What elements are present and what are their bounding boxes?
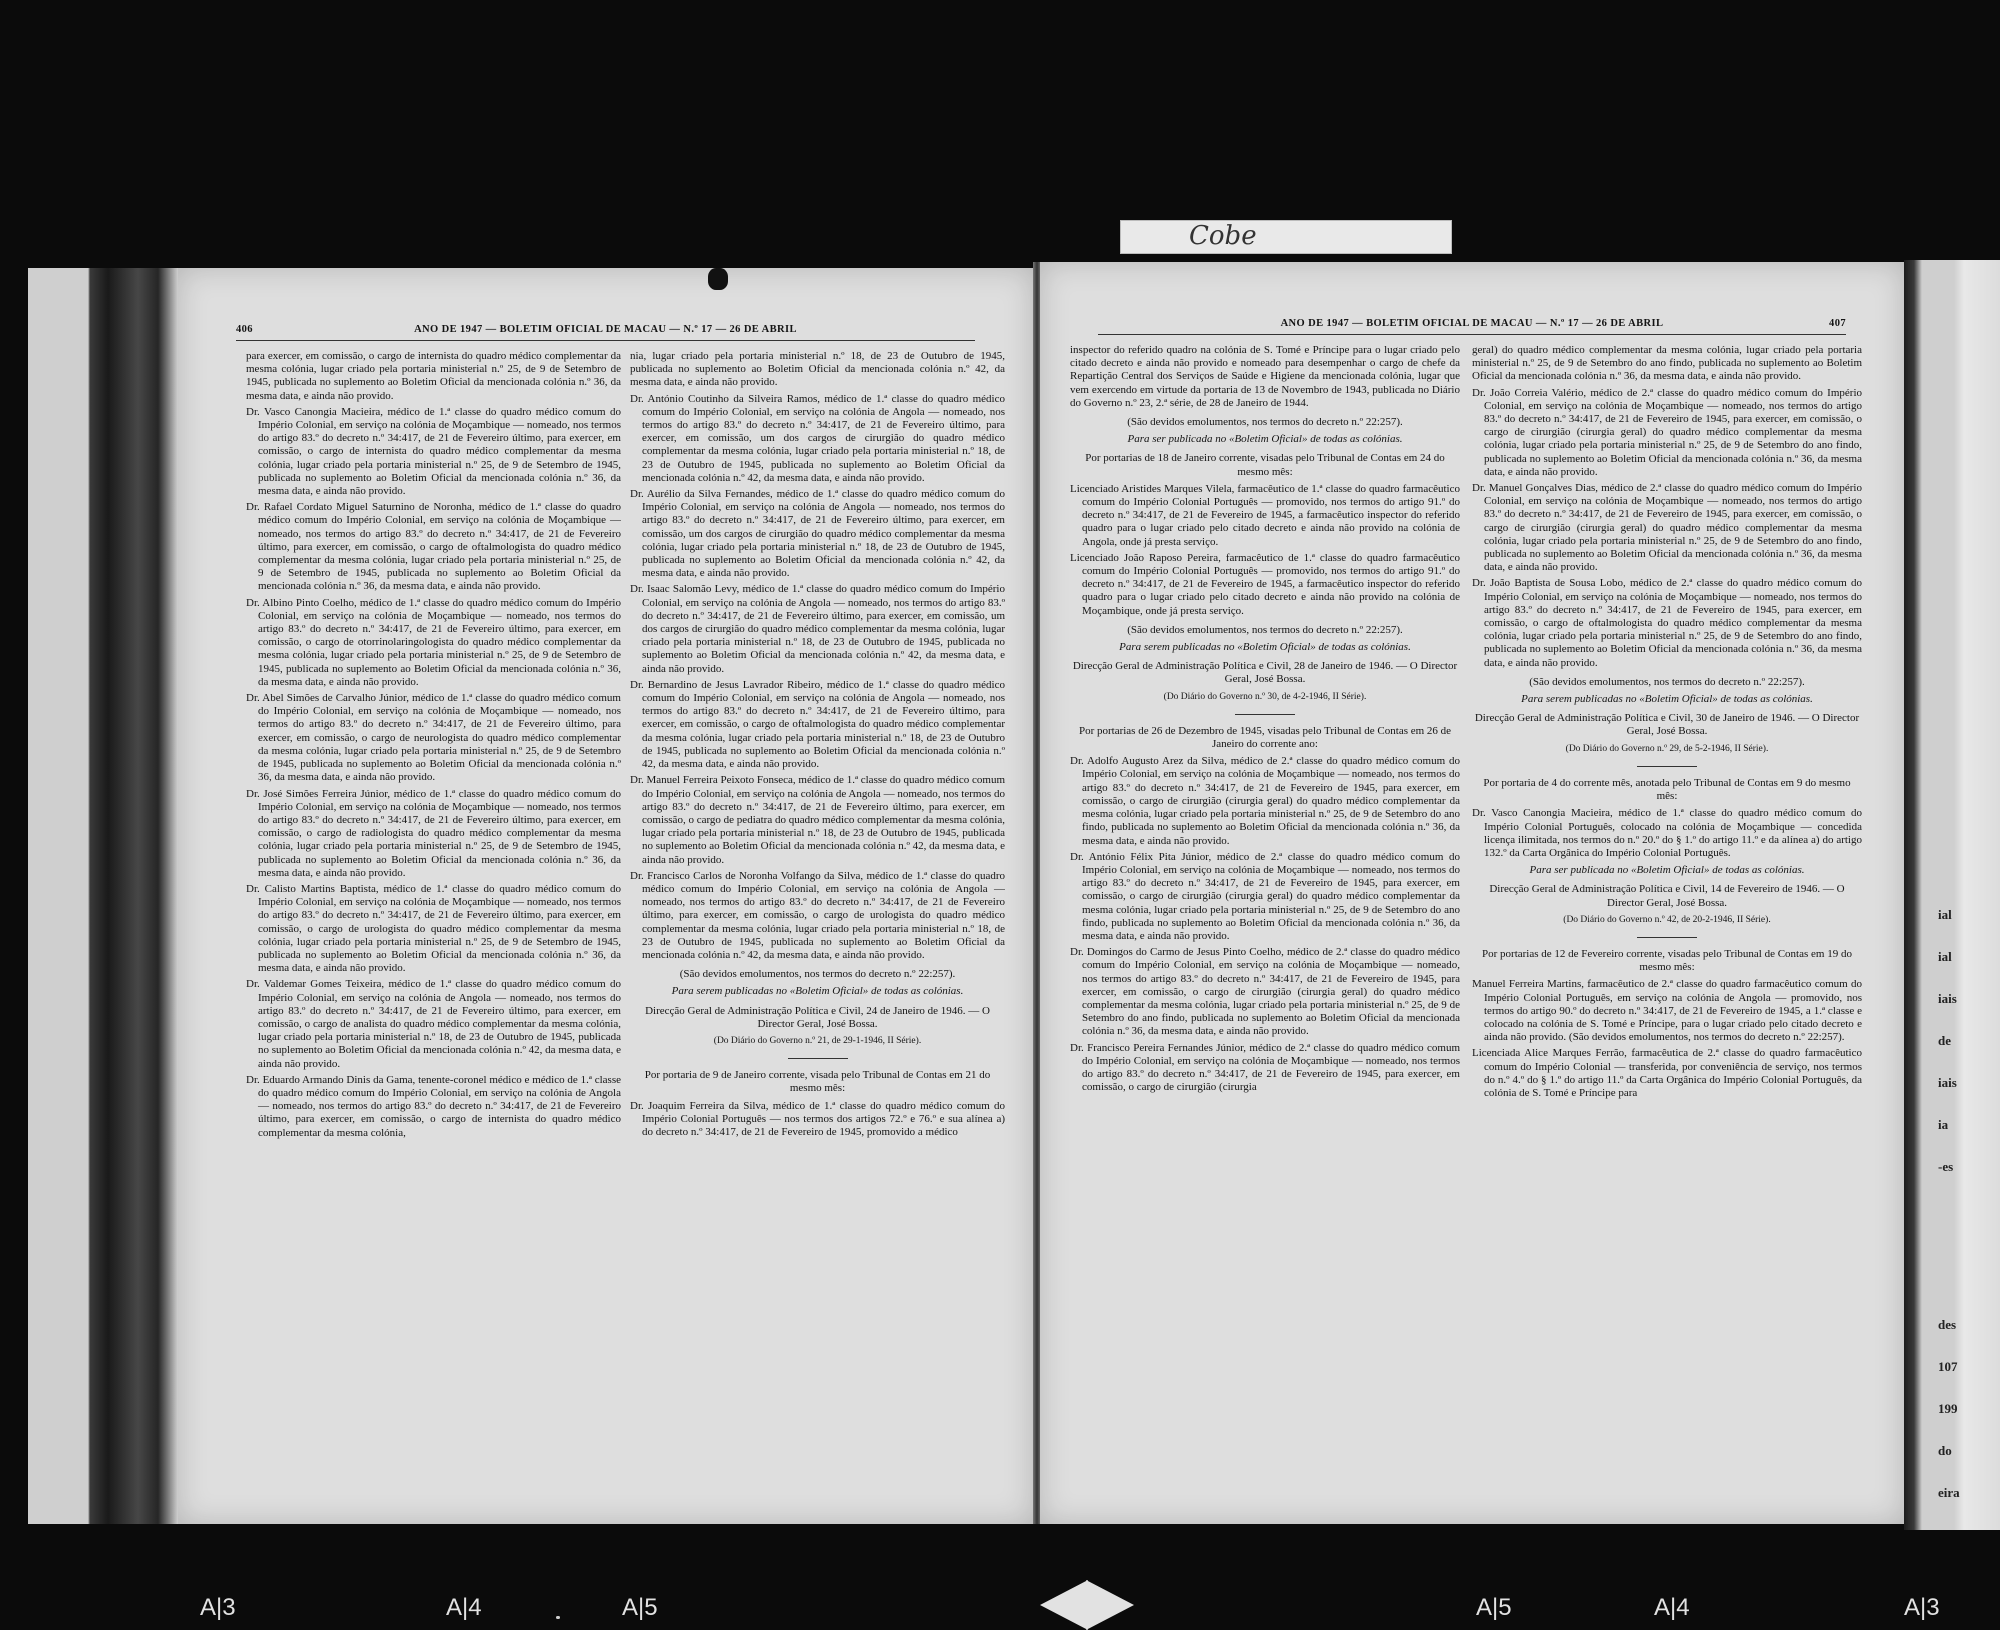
appointment-entry: Dr. Francisco Carlos de Noronha Volfango da Silva, médico de 1.ª classe do quadro médico comum do Império Colonial, em serviço na colónia de Angola — nomeado, nos termos do artigo 83.º do decreto n.º 34:417, de 21 de Fevereiro último, para exercer, em comissão, o cargo de urologista do quadro médico complementar da mesma colónia, lugar criado pela portaria ministerial n.º 18, de 23 de Outubro de 1945, publicada no suplemento ao Boletim Oficial da mencionada colónia n.º 42, da mesma data, e ainda não provido. bbox=[630, 869, 1005, 961]
right-page-header-title: ANO DE 1947 — BOLETIM OFICIAL DE MACAU — N.º 17 — 26 DE ABRIL bbox=[1280, 318, 1664, 329]
section-divider bbox=[1637, 766, 1697, 767]
appointment-entry: Dr. Isaac Salomão Levy, médico de 1.ª classe do quadro médico comum do Império Colonial, em serviço na colónia de Angola — nomeado, nos termos do artigo 83.º do decreto n.º 34:417, de 21 de Fevereiro último, para exercer, em comissão, um dos cargos de cirurgião do quadro médico complementar da mesma colónia, lugar criado pela portaria ministerial n.º 18, de 23 de Outubro de 1945, publicada no suplemento ao Boletim Oficial da mencionada colónia n.º 42, da mesma data, e ainda não provido. bbox=[630, 583, 1005, 675]
emoluments-note: (São devidos emolumentos, nos termos do decreto n.º 22:257). bbox=[1127, 623, 1403, 636]
section-divider bbox=[788, 1058, 848, 1059]
film-frame-label: A|4 bbox=[1654, 1594, 1690, 1621]
appointment-entry: Dr. Francisco Pereira Fernandes Júnior, médico de 2.ª classe do quadro médico comum do Império Colonial, em serviço na colónia de Moçambique — nomeado, nos termos do artigo 83.º do decreto n.º 34:417, de 21 de Fevereiro de 1945, para exercer, em comissão, o cargo de cirurgião (cirurgia bbox=[1070, 1041, 1460, 1094]
right-page-number: 407 bbox=[1829, 318, 1846, 329]
left-page bbox=[178, 268, 1033, 1524]
section-divider bbox=[1235, 714, 1295, 715]
film-frame-label: A|4 bbox=[446, 1594, 482, 1621]
film-frame-label: A|5 bbox=[622, 1594, 658, 1621]
appointment-entry: Dr. Vasco Canongia Macieira, médico de 1.ª classe do quadro médico comum do Império Colonial Português, colocado na colónia de Moçambique — concedida licença ilimitada, nos termos do n.º 20.º do § 1.º do artigo 11.º e da alínea a) do artigo 132.º da Carta Orgânica do Império Colonial Português. bbox=[1472, 807, 1862, 859]
appointment-entry: Dr. Albino Pinto Coelho, médico de 1.ª classe do quadro médico comum do Império Colonial, em serviço na colónia de Moçambique — nomeado, nos termos do artigo 83.º do decreto n.º 34:417, de 21 de Fevereiro último, para exercer, em comissão, o cargo de otorrinolaringologista do quadro médico complementar da mesma colónia, lugar criado pela portaria ministerial n.º 25, de 9 de Setembro de 1945, publicada no suplemento ao Boletim Oficial da mencionada colónia n.º 36, da mesma data, e ainda não provido. bbox=[246, 596, 621, 688]
appointment-entry: Dr. João Correia Valério, médico de 2.ª classe do quadro médico comum do Império Colonial, em serviço na colónia de Moçambique — nomeado, nos termos do artigo 83.º do decreto n.º 34:417, de 21 de Fevereiro de 1945, para exercer, em comissão, o cargo de cirurgião (cirurgia geral) do quadro médico complementar da mesma colónia, lugar criado pela portaria ministerial n.º 25, de 9 de Setembro do ano findo, publicada no suplemento ao Boletim Oficial da mencionada colónia n.º 36, da mesma data, e ainda não provido. bbox=[1472, 386, 1862, 478]
right-edge-glyphs-lower: des 107 199 do eira bbox=[1938, 1317, 1960, 1500]
left-page-header bbox=[236, 324, 975, 341]
appointment-entry: Dr. Calisto Martins Baptista, médico de 1.ª classe do quadro médico comum do Império Colonial, em serviço na colónia de Moçambique — nomeado, nos termos do artigo 83.º do decreto n.º 34:417, de 21 de Fevereiro último, para exercer, em comissão, o cargo de urologista do quadro médico complementar da mesma colónia, lugar criado pela portaria ministerial n.º 25, de 9 de Setembro de 1945, publicada no suplemento ao Boletim Oficial da mencionada colónia n.º 36, da mesma data, e ainda não provido. bbox=[246, 882, 621, 975]
appointment-entry: Dr. Aurélio da Silva Fernandes, médico de 1.ª classe do quadro médico comum do Império Colonial, em serviço na colónia de Angola — nomeado, nos termos do artigo 83.º do decreto n.º 34:417, de 21 de Fevereiro último, para exercer, em comissão, um dos cargos de cirurgião do quadro médico complementar da mesma colónia, lugar criado pela portaria ministerial n.º 18, de 23 de Outubro de 1945, publicada no suplemento ao Boletim Oficial da mencionada colónia n.º 42, da mesma data, e ainda não provido. bbox=[630, 488, 1005, 580]
appointment-entry: Licenciado João Raposo Pereira, farmacêutico de 1.ª classe do quadro farmacêutico comum do Império Colonial Português — promovido, nos termos do artigo 91.º do decreto n.º 34:417, de 21 de Fevereiro de 1945, a farmacêutico inspector do referido quadro para o lugar criado pelo citado decreto e ainda não provido na colónia de Moçambique, onde já presta serviço. bbox=[1070, 551, 1460, 617]
source-citation: (Do Diário do Governo n.º 21, de 29-1-1946, II Série). bbox=[713, 1035, 922, 1046]
paragraph: nia, lugar criado pela portaria ministerial n.º 18, de 23 de Outubro de 1945, publicada no suplemento ao Boletim Oficial da mencionada colónia n.º 42, da mesma data, e ainda não provido. bbox=[630, 350, 1005, 389]
source-citation: (Do Diário do Governo n.º 29, de 5-2-1946, II Série). bbox=[1565, 743, 1769, 754]
section-intro: Por portaria de 9 de Janeiro corrente, visada pelo Tribunal de Contas em 21 do mesmo mês: bbox=[644, 1069, 991, 1095]
signature-line: Direcção Geral de Administração Política e Civil, 24 de Janeiro de 1946. — O Director Geral, José Bossa. bbox=[645, 1004, 990, 1030]
appointment-entry: Dr. José Simões Ferreira Júnior, médico de 1.ª classe do quadro médico comum do Império Colonial, em serviço na colónia de Moçambique — nomeado, nos termos do artigo 83.º do decreto n.º 34:417, de 21 de Fevereiro último, para exercer, em comissão, o cargo de radiologista do quadro médico complementar da mesma colónia, lugar criado pela portaria ministerial n.º 25, de 9 de Setembro de 1945, publicada no suplemento ao Boletim Oficial da mencionada colónia n.º 36, da mesma data, e ainda não provido. bbox=[246, 787, 621, 879]
appointment-entry: Dr. Bernardino de Jesus Lavrador Ribeiro, médico de 1.ª classe do quadro médico comum do Império Colonial, em serviço na colónia de Angola — nomeado, nos termos do artigo 83.º do decreto n.º 34:417, de 21 de Fevereiro último, para exercer, em comissão, o cargo de oftalmologista do quadro médico complementar da mesma colónia, lugar criado pela portaria ministerial n.º 18, de 23 de Outubro de 1945, publicada no suplemento ao Boletim Oficial da mencionada colónia n.º 42, da mesma data, e ainda não provido. bbox=[630, 678, 1005, 771]
signature-line: Direcção Geral de Administração Política e Civil, 28 de Janeiro de 1946. — O Director Geral, José Bossa. bbox=[1072, 660, 1458, 686]
appointment-entry: Dr. Rafael Cordato Miguel Saturnino de Noronha, médico de 1.ª classe do quadro médico comum do Império Colonial, em serviço na colónia de Moçambique — nomeado, nos termos do artigo 83.º do decreto n.º 34:417, de 21 de Fevereiro último, para exercer, em comissão, o cargo de oftalmologista do quadro médico complementar da mesma colónia, lugar criado pela portaria ministerial n.º 25, de 9 de Setembro de 1945, publicada no suplemento ao Boletim Oficial da mencionada colónia n.º 36, da mesma data, e ainda não provido. bbox=[246, 501, 621, 593]
publication-note: Para serem publicadas no «Boletim Oficial» de todas as colónias. bbox=[1119, 641, 1411, 654]
left-page-stack-edge bbox=[28, 268, 178, 1524]
section-intro: Por portarias de 26 de Dezembro de 1945, visadas pelo Tribunal de Contas em 26 de Janeiro do corrente ano: bbox=[1078, 724, 1452, 751]
handwritten-tab-note bbox=[1120, 220, 1452, 254]
ink-blot bbox=[708, 268, 728, 290]
appointment-entry: Dr. João Baptista de Sousa Lobo, médico de 2.ª classe do quadro médico comum do Império Colonial, em serviço na colónia de Moçambique — nomeado, nos termos do artigo 83.º do decreto n.º 34:417, de 21 de Fevereiro de 1945, para exercer, em comissão, o cargo de oftalmologista do quadro médico complementar da mesma colónia, lugar criado pela portaria ministerial n.º 25, de 9 de Setembro do ano findo, publicada no suplemento ao Boletim Oficial da mencionada colónia n.º 36, da mesma data, e ainda não provido. bbox=[1472, 577, 1862, 669]
publication-note: Para ser publicada no «Boletim Oficial» de todas as colónias. bbox=[1529, 864, 1805, 877]
section-divider bbox=[1637, 937, 1697, 938]
left-page-column-1 bbox=[246, 350, 621, 1500]
appointment-entry: Dr. Adolfo Augusto Arez da Silva, médico de 2.ª classe do quadro médico comum do Império Colonial, em serviço na colónia de Moçambique — nomeado, nos termos do artigo 83.º do decreto n.º 34:417, de 21 de Fevereiro de 1945, para exercer, em comissão, o cargo de cirurgião (cirurgia geral) do quadro médico complementar da mesma colónia, lugar criado pela portaria ministerial n.º 25, de 9 de Setembro do ano findo, publicada no suplemento ao Boletim Oficial da mencionada colónia n.º 36, da mesma data, e ainda não provido. bbox=[1070, 755, 1460, 847]
emoluments-note: (São devidos emolumentos, nos termos do decreto n.º 22:257). bbox=[679, 968, 956, 981]
paragraph: para exercer, em comissão, o cargo de internista do quadro médico complementar da mesma colónia, lugar criado pela portaria ministerial n.º 25, de 9 de Setembro de 1945, publicada no suplemento ao Boletim Oficial da mencionada colónia n.º 36, da mesma data, e ainda não provido. bbox=[246, 350, 621, 402]
source-citation: (Do Diário do Governo n.º 42, de 20-2-1946, II Série). bbox=[1563, 914, 1771, 925]
source-citation: (Do Diário do Governo n.º 30, de 4-2-1946, II Série). bbox=[1163, 691, 1367, 702]
film-frame-label: A|5 bbox=[1476, 1594, 1512, 1621]
appointment-entry: Dr. Manuel Ferreira Peixoto Fonseca, médico de 1.ª classe do quadro médico comum do Império Colonial, em serviço na colónia de Angola — nomeado, nos termos do artigo 83.º do decreto n.º 34:417, de 21 de Fevereiro último, para exercer, em comissão, o cargo de pediatra do quadro médico complementar da mesma colónia, lugar criado pela portaria ministerial n.º 18, de 23 de Outubro de 1945, publicada no suplemento ao Boletim Oficial da mencionada colónia n.º 42, da mesma data, e ainda não provido. bbox=[630, 774, 1005, 866]
publication-note: Para ser publicada no «Boletim Oficial» de todas as colónias. bbox=[1127, 433, 1403, 446]
film-arrow-left-icon bbox=[1040, 1580, 1088, 1630]
appointment-entry: Dr. Eduardo Armando Dinis da Gama, tenente-coronel médico e médico de 1.ª classe do quadro médico comum do Império Colonial, em serviço na colónia de Angola — nomeado, nos termos do artigo 83.º do decreto n.º 34:417, de 21 de Fevereiro último, para exercer, em comissão, o cargo de internista do quadro médico complementar da mesma colónia, bbox=[246, 1073, 621, 1139]
appointment-entry: Dr. Joaquim Ferreira da Silva, médico de 1.ª classe do quadro médico comum do Império Colonial Português — nos termos dos artigos 72.º e 76.º e sua alínea a) do decreto n.º 34:417, de 21 de Fevereiro de 1945, promovido a médico bbox=[630, 1099, 1005, 1138]
publication-note: Para serem publicadas no «Boletim Oficial» de todas as colónias. bbox=[1521, 693, 1813, 706]
right-page-column-2 bbox=[1472, 344, 1862, 1494]
left-page-header-title: ANO DE 1947 — BOLETIM OFICIAL DE MACAU — N.º 17 — 26 DE ABRIL bbox=[414, 324, 797, 335]
emoluments-note: (São devidos emolumentos, nos termos do decreto n.º 22:257). bbox=[1529, 675, 1805, 688]
film-frame-label: A|3 bbox=[1904, 1594, 1940, 1621]
appointment-entry: Dr. Valdemar Gomes Teixeira, médico de 1.ª classe do quadro médico comum do Império Colonial, em serviço na colónia de Angola — nomeado, nos termos do artigo 83.º do decreto n.º 34:417, de 21 de Fevereiro último, para exercer, em comissão, o cargo de analista do quadro médico complementar da mesma colónia, lugar criado pela portaria ministerial n.º 18, de 23 de Outubro de 1945, publicada no suplemento ao Boletim Oficial da mencionada colónia n.º 42, da mesma data, e ainda não provido. bbox=[246, 978, 621, 1070]
film-frame-label: A|3 bbox=[200, 1594, 236, 1621]
signature-line: Direcção Geral de Administração Política e Civil, 14 de Fevereiro de 1946. — O Director Geral, José Bossa. bbox=[1489, 883, 1845, 909]
section-intro: Por portarias de 12 de Fevereiro corrente, visadas pelo Tribunal de Contas em 19 do mesmo mês: bbox=[1482, 947, 1852, 974]
emoluments-note: (São devidos emolumentos, nos termos do decreto n.º 22:257). bbox=[1127, 416, 1403, 429]
right-page bbox=[1040, 262, 1904, 1524]
appointment-entry: Licenciado Aristides Marques Vilela, farmacêutico de 1.ª classe do quadro farmacêutico comum do Império Colonial Português — promovido, nos termos do artigo 91.º do decreto n.º 34:417, de 21 de Fevereiro de 1945, a farmacêutico inspector do referido quadro para o lugar criado pelo citado decreto e ainda não provido na colónia de Angola, onde já presta serviço. bbox=[1070, 482, 1460, 548]
appointment-entry: Dr. Abel Simões de Carvalho Júnior, médico de 1.ª classe do quadro médico comum do Império Colonial, em serviço na colónia de Moçambique — nomeado, nos termos do artigo 83.º do decreto n.º 34:417, de 21 de Fevereiro último, para exercer, em comissão, o cargo de neurologista do quadro médico complementar da mesma colónia, lugar criado pela portaria ministerial n.º 25, de 9 de Setembro de 1945, publicada no suplemento ao Boletim Oficial da mencionada colónia n.º 36, da mesma data, e ainda não provido. bbox=[246, 692, 621, 784]
paragraph: inspector do referido quadro na colónia de S. Tomé e Príncipe para o lugar criado pelo citado decreto e ainda não provido e nomeado para desempenhar o cargo de chefe da Repartição Central dos Serviços de Saúde e Higiene da mencionada colónia, lugar que vem exercendo em virtude da portaria de 13 de Novembro de 1943, publicada no Diário do Governo n.º 23, 2.ª série, de 28 de Janeiro de 1944. bbox=[1070, 344, 1460, 409]
signature-line: Direcção Geral de Administração Política e Civil, 30 de Janeiro de 1946. — O Director Geral, José Bossa. bbox=[1474, 712, 1860, 738]
right-page-column-1 bbox=[1070, 344, 1460, 1494]
appointment-entry: Dr. Domingos do Carmo de Jesus Pinto Coelho, médico de 2.ª classe do quadro médico comum do Império Colonial, em serviço na colónia de Moçambique — nomeado, nos termos do artigo 83.º do decreto n.º 34:417, de 21 de Fevereiro de 1945, para exercer, em comissão, o cargo de cirurgião (cirurgia geral) do quadro médico complementar da mesma colónia, lugar criado pela portaria ministerial n.º 25, de 9 de Setembro do ano findo, publicada no suplemento ao Boletim Oficial da mencionada colónia n.º 36, da mesma data, e ainda não provido. bbox=[1070, 946, 1460, 1038]
appointment-entry: Dr. António Félix Pita Júnior, médico de 2.ª classe do quadro médico comum do Império Colonial, em serviço na colónia de Moçambique — nomeado, nos termos do artigo 83.º do decreto n.º 34:417, de 21 de Fevereiro de 1945, para exercer, em comissão, o cargo de cirurgião (cirurgia geral) do quadro médico complementar da mesma colónia, lugar criado pela portaria ministerial n.º 25, de 9 de Setembro do ano findo, publicada no suplemento ao Boletim Oficial da mencionada colónia n.º 36, da mesma data, e ainda não provido. bbox=[1070, 850, 1460, 942]
appointment-entry: Dr. Vasco Canongia Macieira, médico de 1.ª classe do quadro médico comum do Império Colonial, em serviço na colónia de Moçambique — nomeado, nos termos do artigo 83.º do decreto n.º 34:417, de 21 de Fevereiro último, para exercer, em comissão, o cargo de internista do quadro médico complementar da mesma colónia, lugar criado pela portaria ministerial n.º 25, de 9 de Setembro de 1945, publicada no suplemento ao Boletim Oficial da mencionada colónia n.º 36, da mesma data, e ainda não provido. bbox=[246, 405, 621, 498]
publication-note: Para serem publicadas no «Boletim Oficial» de todas as colónias. bbox=[671, 985, 964, 998]
tab-note-text: Cobe bbox=[1189, 221, 1257, 251]
section-intro: Por portaria de 4 do corrente mês, anotada pelo Tribunal de Contas em 9 do mesmo mês: bbox=[1483, 776, 1851, 803]
right-page-header bbox=[1098, 318, 1846, 335]
left-page-number: 406 bbox=[236, 324, 253, 335]
film-arrow-right-icon bbox=[1086, 1580, 1134, 1630]
section-intro: Por portarias de 18 de Janeiro corrente, visadas pelo Tribunal de Contas em 24 do mesmo mês: bbox=[1085, 452, 1445, 478]
film-dust-speck bbox=[556, 1616, 560, 1619]
appointment-entry: Licenciada Alice Marques Ferrão, farmacêutica de 2.ª classe do quadro farmacêutico comum do Império Colonial — transferida, por conveniência de serviço, nos termos do n.º 4.º do § 1.º do artigo 11.º da Carta Orgânica do Império Colonial Português, da colónia de S. Tomé e Príncipe para bbox=[1472, 1047, 1862, 1099]
right-edge-glyphs-upper: ial ial iais de iais ia -es bbox=[1938, 907, 1957, 1174]
left-page-column-2 bbox=[630, 350, 1005, 1500]
appointment-entry: Manuel Ferreira Martins, farmacêutico de 2.ª classe do quadro farmacêutico comum do Império Colonial Português, em serviço na colónia de Angola — promovido, nos termos do artigo 90.º do decreto n.º 34:417, de 21 de Fevereiro de 1945, a 1.ª classe e colocado na colónia de S. Tomé e Príncipe, para o lugar criado pelo citado decreto e ainda não provido. (São devidos emolumentos, nos termos do decreto n.º 22:257). bbox=[1472, 978, 1862, 1044]
appointment-entry: Dr. António Coutinho da Silveira Ramos, médico de 1.ª classe do quadro médico comum do Império Colonial, em serviço na colónia de Angola — nomeado, nos termos do artigo 83.º do decreto n.º 34:417, de 21 de Fevereiro último, para exercer, em comissão, um dos cargos de cirurgião do quadro médico complementar da mesma colónia, lugar criado pela portaria ministerial n.º 18, de 23 de Outubro de 1945, publicada no suplemento ao Boletim Oficial da mencionada colónia n.º 42, da mesma data, e ainda não provido. bbox=[630, 392, 1005, 484]
appointment-entry: Dr. Manuel Gonçalves Dias, médico de 2.ª classe do quadro médico comum do Império Colonial, em serviço na colónia de Moçambique — nomeado, nos termos do artigo 83.º do decreto n.º 34:417, de 21 de Fevereiro de 1945, para exercer, em comissão, o cargo de cirurgião (cirurgia geral) do quadro médico complementar da mesma colónia, lugar criado pela portaria ministerial n.º 25, de 9 de Setembro do ano findo, publicada no suplemento ao Boletim Oficial da mencionada colónia n.º 36, da mesma data, e ainda não provido. bbox=[1472, 482, 1862, 574]
paragraph: geral) do quadro médico complementar da mesma colónia, lugar criado pela portaria ministerial n.º 25, de 9 de Setembro do ano findo, publicada no suplemento ao Boletim Oficial da mencionada colónia n.º 36, da mesma data, e ainda não provido. bbox=[1472, 344, 1862, 383]
